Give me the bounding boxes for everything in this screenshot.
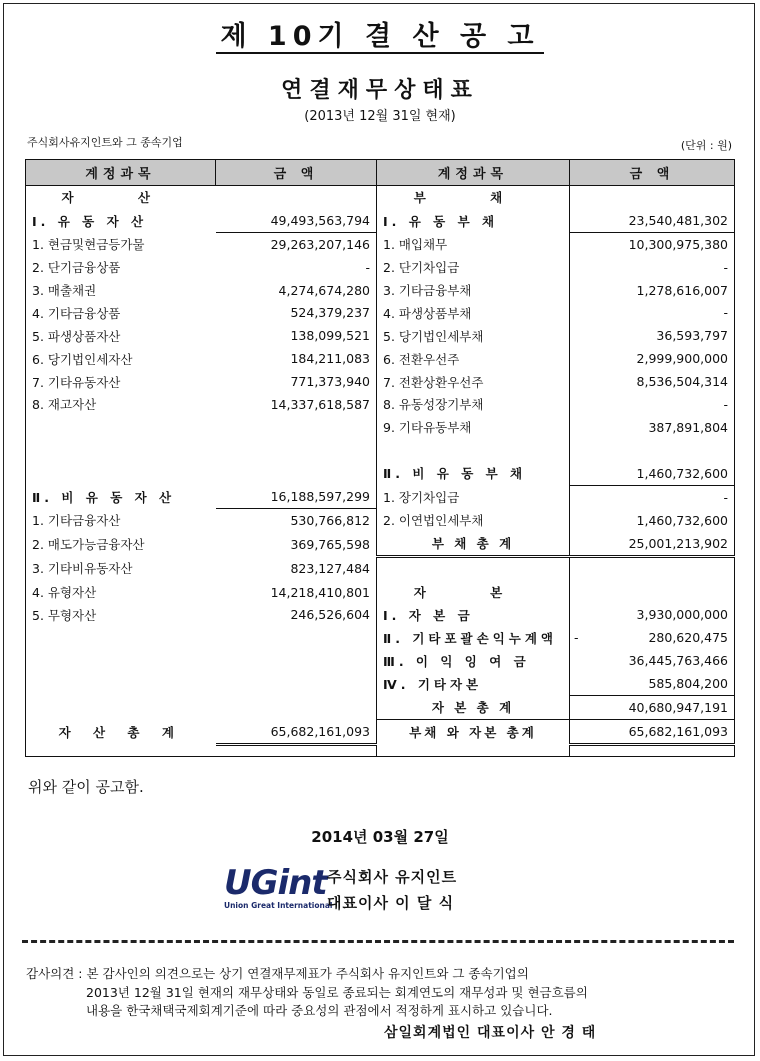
empty-cell: [26, 416, 216, 439]
account-label: 9. 기타유동부채: [377, 416, 570, 439]
table-row: [26, 324, 735, 347]
balance-sheet-table: [25, 159, 735, 757]
logo-mark: UGint: [224, 863, 327, 903]
noncurrent-assets-label: Ⅱ. 비 유 동 자 산: [26, 485, 216, 508]
equity-amount: [570, 672, 735, 695]
account-amount: -: [570, 393, 735, 416]
empty-cell: [26, 626, 216, 649]
empty-cell: [26, 649, 216, 672]
grand-total-amount: 65,682,161,093: [570, 719, 735, 744]
section-assets: 자 산: [26, 186, 216, 209]
account-amount: -: [570, 301, 735, 324]
audit-opinion: [26, 965, 588, 1021]
current-liabilities-label: Ⅰ. 유 동 부 채: [377, 209, 570, 232]
current-liabilities-amount: 23,540,481,302: [570, 209, 735, 232]
account-amount: 8,536,504,314: [570, 370, 735, 393]
empty-cell: [26, 744, 216, 756]
empty-cell: [216, 462, 377, 485]
ceo-name: 대표이사 이 달 식: [327, 894, 455, 912]
account-amount: 1,460,732,600: [570, 508, 735, 531]
account-amount: 4,274,674,280: [216, 279, 377, 302]
header-amount: 금 액: [570, 160, 735, 186]
divider: [22, 940, 734, 943]
account-label: 3. 기타비유동자산: [26, 556, 216, 580]
equity-total-label: 자 본 총 계: [377, 696, 570, 720]
table-header: [26, 160, 735, 186]
empty-cell: [216, 672, 377, 695]
equity-label: Ⅳ. 기타자본: [377, 672, 570, 695]
empty-cell: [570, 186, 735, 209]
account-label: 3. 매출채권: [26, 279, 216, 302]
company-scope: 주식회사유지인트와 그 종속기업: [27, 136, 183, 149]
announcement-title: 제 10기 결 산 공 고: [0, 14, 760, 53]
account-label: 1. 현금및현금등가물: [26, 232, 216, 255]
account-label: 8. 유동성장기부채: [377, 393, 570, 416]
empty-cell: [377, 744, 570, 756]
assets-total-label: 자 산 총 계: [26, 719, 216, 744]
empty-cell: [570, 439, 735, 462]
account-label: 8. 재고자산: [26, 393, 216, 416]
table-row: [26, 232, 735, 255]
account-amount: -: [216, 256, 377, 279]
table-row: [26, 256, 735, 279]
account-label: 5. 무형자산: [26, 604, 216, 627]
equity-amount: [570, 604, 735, 627]
table-row: [26, 209, 735, 232]
account-amount: -: [570, 485, 735, 508]
audit-line: 2013년 12월 31일 현재의 재무상태와 동일로 종료되는 회계연도의 재무성과 및 현금흐름의: [86, 984, 588, 1000]
liabilities-total-amount: 25,001,213,902: [570, 532, 735, 556]
logo-tagline: Union Great International: [224, 901, 333, 910]
table-row: [26, 649, 735, 672]
table-row: [26, 416, 735, 439]
table-row: [26, 279, 735, 302]
header-account: 계정과목: [377, 160, 570, 186]
account-amount: 10,300,975,380: [570, 232, 735, 255]
account-amount: 29,263,207,146: [216, 232, 377, 255]
notice-text: 위와 같이 공고함.: [28, 778, 144, 796]
account-amount: 1,278,616,007: [570, 279, 735, 302]
empty-cell: [26, 462, 216, 485]
equity-amount: [570, 649, 735, 672]
account-label: 7. 기타유동자산: [26, 370, 216, 393]
empty-cell: [216, 649, 377, 672]
header-account: 계정과목: [26, 160, 216, 186]
account-label: 6. 전환우선주: [377, 347, 570, 370]
account-label: 5. 당기법인세부채: [377, 324, 570, 347]
account-label: 4. 파생상품부채: [377, 301, 570, 324]
account-label: 7. 전환상환우선주: [377, 370, 570, 393]
account-label: 1. 매입채무: [377, 232, 570, 255]
table-row: [26, 604, 735, 627]
current-assets-amount: 49,493,563,794: [216, 209, 377, 232]
amount-sign: -: [574, 630, 579, 646]
account-label: 1. 장기차입금: [377, 485, 570, 508]
account-amount: 387,891,804: [570, 416, 735, 439]
empty-cell: [216, 439, 377, 462]
table-row: [26, 370, 735, 393]
account-amount: 184,211,083: [216, 347, 377, 370]
amount-value: 280,620,475: [648, 630, 728, 646]
empty-cell: [26, 672, 216, 695]
table-row: [26, 719, 735, 744]
account-amount: 14,218,410,801: [216, 581, 377, 604]
table-row: [26, 696, 735, 720]
account-label: 2. 단기금융상품: [26, 256, 216, 279]
empty-cell: [377, 556, 570, 580]
amount-value: 3,930,000,000: [636, 607, 728, 623]
liabilities-total-label: 부 채 총 계: [377, 532, 570, 556]
assets-total-amount: 65,682,161,093: [216, 719, 377, 744]
noncurrent-assets-amount: 16,188,597,299: [216, 485, 377, 508]
account-label: 3. 기타금융부채: [377, 279, 570, 302]
header-amount: 금 액: [216, 160, 377, 186]
account-amount: 530,766,812: [216, 508, 377, 531]
account-label: 2. 단기차입금: [377, 256, 570, 279]
audit-line: 내용을 한국채택국제회계기준에 따라 중요성의 관점에서 적정하게 표시하고 있습니다.: [86, 1003, 553, 1018]
account-amount: 138,099,521: [216, 324, 377, 347]
table-row: [26, 186, 735, 209]
table-row: [26, 301, 735, 324]
empty-cell: [216, 744, 377, 756]
auditor-signature: 삼일회계법인 대표이사 안 경 태: [384, 1025, 597, 1041]
empty-cell: [216, 696, 377, 720]
section-equity: 자 본: [377, 581, 570, 604]
current-assets-label: Ⅰ. 유 동 자 산: [26, 209, 216, 232]
company-name: 주식회사 유지인트: [327, 868, 458, 886]
account-label: 1. 기타금융자산: [26, 508, 216, 531]
empty-cell: [26, 439, 216, 462]
table-row: [26, 462, 735, 485]
account-amount: 2,999,900,000: [570, 347, 735, 370]
empty-cell: [216, 416, 377, 439]
account-amount: 246,526,604: [216, 604, 377, 627]
account-label: 6. 당기법인세자산: [26, 347, 216, 370]
equity-total-amount: 40,680,947,191: [570, 696, 735, 720]
noncurrent-liabilities-amount: 1,460,732,600: [570, 462, 735, 485]
section-liabilities: 부 채: [377, 186, 570, 209]
company-logo: [224, 863, 333, 910]
empty-cell: [26, 696, 216, 720]
account-amount: 36,593,797: [570, 324, 735, 347]
equity-label: Ⅲ. 이 익 잉 여 금: [377, 649, 570, 672]
publication-date: 2014년 03월 27일: [311, 828, 449, 846]
table-row: [26, 439, 735, 462]
unit-label: (단위 : 원): [680, 139, 732, 152]
account-amount: 524,379,237: [216, 301, 377, 324]
empty-cell: [216, 186, 377, 209]
account-label: 4. 유형자산: [26, 581, 216, 604]
grand-total-label: 부채 와 자본 총계: [377, 719, 570, 744]
table-bottom: [26, 744, 735, 756]
account-label: 5. 파생상품자산: [26, 324, 216, 347]
equity-amount: [570, 626, 735, 649]
empty-cell: [570, 581, 735, 604]
statement-date: (2013년 12월 31일 현재): [304, 109, 456, 124]
table-row: [26, 508, 735, 531]
account-label: 4. 기타금융상품: [26, 301, 216, 324]
equity-label: Ⅰ. 자 본 금: [377, 604, 570, 627]
amount-value: 36,445,763,466: [628, 653, 728, 669]
table-row: [26, 393, 735, 416]
table-row: [26, 347, 735, 370]
account-amount: 369,765,598: [216, 532, 377, 556]
audit-line: 감사의견 : 본 감사인의 의견으로는 상기 연결재무제표가 주식회사 유지인트와 그 종속기업의: [26, 966, 529, 981]
account-amount: 823,127,484: [216, 556, 377, 580]
account-label: 2. 매도가능금융자산: [26, 532, 216, 556]
empty-cell: [377, 439, 570, 462]
table-row: [26, 581, 735, 604]
account-amount: 771,373,940: [216, 370, 377, 393]
table-row: [26, 532, 735, 556]
equity-label: Ⅱ. 기타포괄손익누계액: [377, 626, 570, 649]
table-row: [26, 556, 735, 580]
table-row: [26, 672, 735, 695]
empty-cell: [570, 556, 735, 580]
empty-cell: [570, 744, 735, 756]
amount-value: 585,804,200: [648, 676, 728, 692]
account-amount: 14,337,618,587: [216, 393, 377, 416]
account-amount: -: [570, 256, 735, 279]
statement-title: 연결재무상태표: [281, 78, 479, 103]
empty-cell: [216, 626, 377, 649]
account-label: 2. 이연법인세부채: [377, 508, 570, 531]
table-row: [26, 626, 735, 649]
noncurrent-liabilities-label: Ⅱ. 비 유 동 부 채: [377, 462, 570, 485]
table-row: [26, 485, 735, 508]
